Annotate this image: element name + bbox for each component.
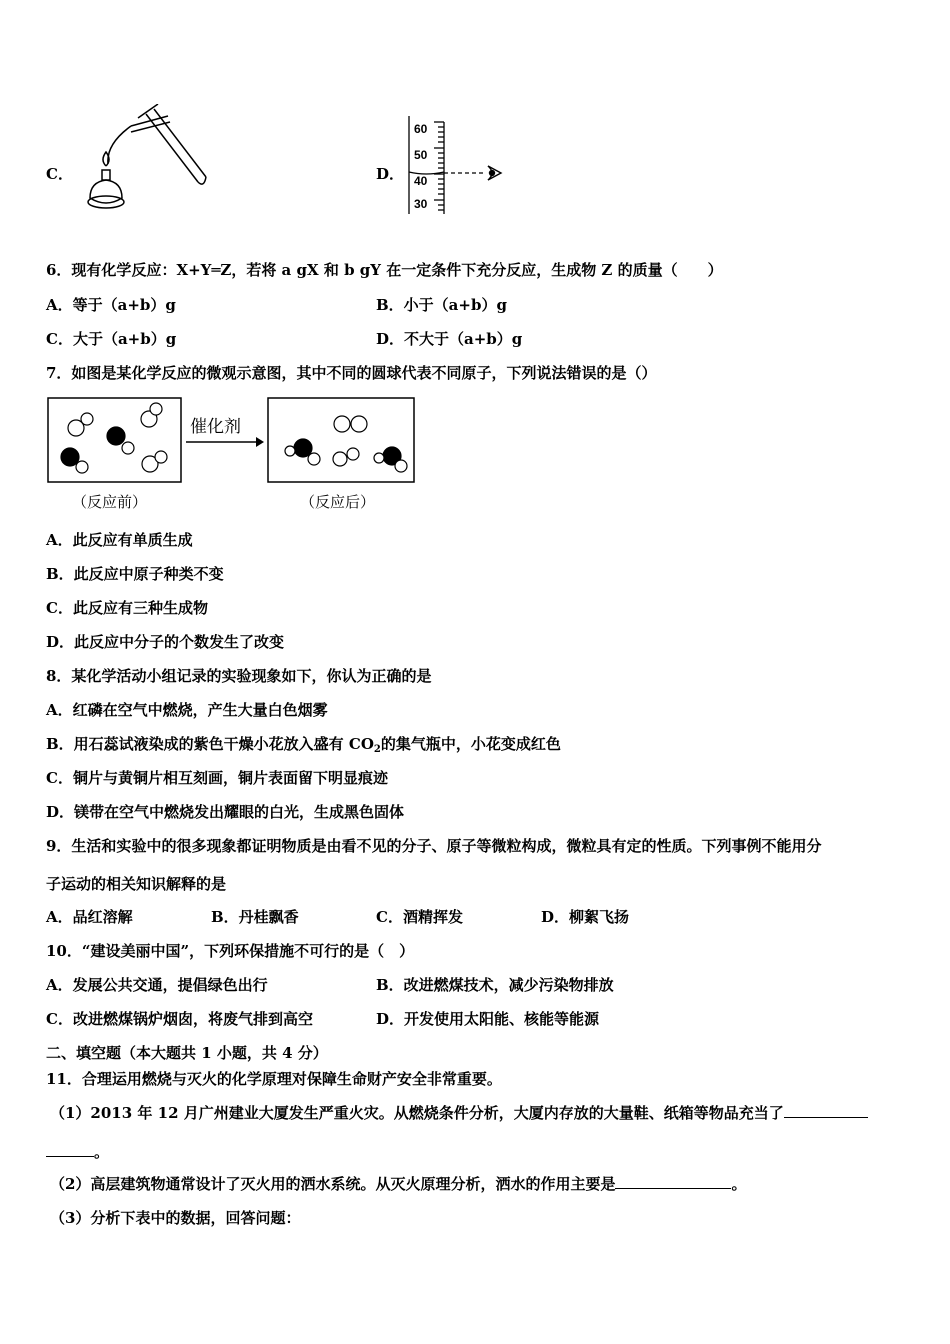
eye-icon bbox=[488, 166, 501, 180]
q10-option-a: A．发展公共交通，提倡绿色出行 bbox=[46, 976, 268, 994]
q6-option-b: B．小于（a+b）g bbox=[376, 296, 507, 314]
q11-part2: （2）高层建筑物通常设计了灭火用的洒水系统。从灭火原理分析，洒水的作用主要是 。 bbox=[50, 1175, 747, 1193]
q7-option-b: B．此反应中原子种类不变 bbox=[46, 565, 224, 583]
answer-blank[interactable] bbox=[615, 1174, 731, 1189]
tick-label: 30 bbox=[414, 197, 428, 211]
q7-stem: 7．如图是某化学反应的微观示意图，其中不同的圆球代表不同原子，下列说法错误的是（） bbox=[46, 364, 657, 382]
q8-option-b: B．用石蕊试液染成的紫色干燥小花放入盛有 $CO_2$的集气瓶中，小花变成红色 bbox=[46, 735, 561, 755]
q11-part3: （3）分析下表中的数据，回答问题： bbox=[50, 1209, 301, 1227]
q11-stem: 11．合理运用燃烧与灭火的化学原理对保障生命财产安全非常重要。 bbox=[46, 1070, 502, 1088]
test-tube-heating-figure bbox=[86, 104, 208, 216]
before-molecules bbox=[61, 403, 167, 473]
q10-option-d: D．开发使用太阳能、核能等能源 bbox=[376, 1010, 600, 1028]
q9-stem-line1: 9．生活和实验中的很多现象都证明物质是由看不见的分子、原子等微粒构成，微粒具有定的性质。下列事例不能用分 bbox=[46, 837, 822, 855]
before-caption: （反应前） bbox=[72, 493, 148, 511]
section-heading: 二、填空题（本大题共 1 小题，共 4 分） bbox=[46, 1044, 328, 1062]
q8-option-a: A．红磷在空气中燃烧，产生大量白色烟雾 bbox=[46, 701, 328, 719]
q7-option-c: C．此反应有三种生成物 bbox=[46, 599, 208, 617]
q9-stem-line2: 子运动的相关知识解释的是 bbox=[46, 875, 227, 893]
answer-blank[interactable] bbox=[46, 1142, 94, 1157]
tick-label: 60 bbox=[414, 122, 428, 136]
q11-part1: （1）2013 年 12 月广州建业大厦发生严重火灾。从燃烧条件分析，大厦内存放的大量鞋、纸箱等物品充当了 bbox=[50, 1103, 868, 1123]
alcohol-lamp bbox=[88, 152, 124, 208]
q8-stem: 8．某化学活动小组记录的实验现象如下，你认为正确的是 bbox=[46, 667, 432, 685]
graduated-cylinder-figure bbox=[404, 114, 510, 218]
q10-option-b: B．改进燃煤技术，减少污染物排放 bbox=[376, 976, 614, 994]
catalyst-label: 催化剂 bbox=[190, 417, 241, 437]
q9-option-c: C．酒精挥发 bbox=[376, 908, 463, 926]
tube-holder bbox=[108, 116, 170, 164]
tick-label: 40 bbox=[414, 174, 428, 188]
q6-stem: 6．现有化学反应：X+Y═Z，若将 a gX 和 b gY 在一定条件下充分反应，生成物 Z 的质量（ ） bbox=[46, 261, 723, 279]
tick-label: 50 bbox=[414, 148, 428, 162]
after-caption: （反应后） bbox=[300, 493, 376, 511]
after-molecules bbox=[285, 416, 407, 472]
test-tube bbox=[138, 104, 206, 184]
after-box bbox=[268, 398, 414, 482]
option-c-label: C． bbox=[46, 165, 73, 183]
arrow-head bbox=[256, 437, 264, 447]
answer-blank[interactable] bbox=[784, 1103, 868, 1118]
q10-stem: 10．“建设美丽中国”，下列环保措施不可行的是（ ） bbox=[46, 942, 415, 960]
q8-option-c: C．铜片与黄铜片相互刻画，铜片表面留下明显痕迹 bbox=[46, 769, 388, 787]
reaction-diagram bbox=[46, 396, 418, 488]
q6-option-d: D．不大于（a+b）g bbox=[376, 330, 523, 348]
q7-option-d: D．此反应中分子的个数发生了改变 bbox=[46, 633, 285, 651]
q10-option-c: C．改进燃煤锅炉烟囱，将废气排到高空 bbox=[46, 1010, 313, 1028]
option-d-label: D． bbox=[376, 165, 405, 183]
q9-option-b: B．丹桂飘香 bbox=[211, 908, 299, 926]
q11-part1-cont: 。 bbox=[46, 1142, 109, 1162]
q7-option-a: A．此反应有单质生成 bbox=[46, 531, 193, 549]
q9-option-a: A．品红溶解 bbox=[46, 908, 133, 926]
q6-option-c: C．大于（a+b）g bbox=[46, 330, 177, 348]
q8-option-d: D．镁带在空气中燃烧发出耀眼的白光，生成黑色固体 bbox=[46, 803, 405, 821]
q6-option-a: A．等于（a+b）g bbox=[46, 296, 176, 314]
q9-option-d: D．柳絮飞扬 bbox=[541, 908, 630, 926]
